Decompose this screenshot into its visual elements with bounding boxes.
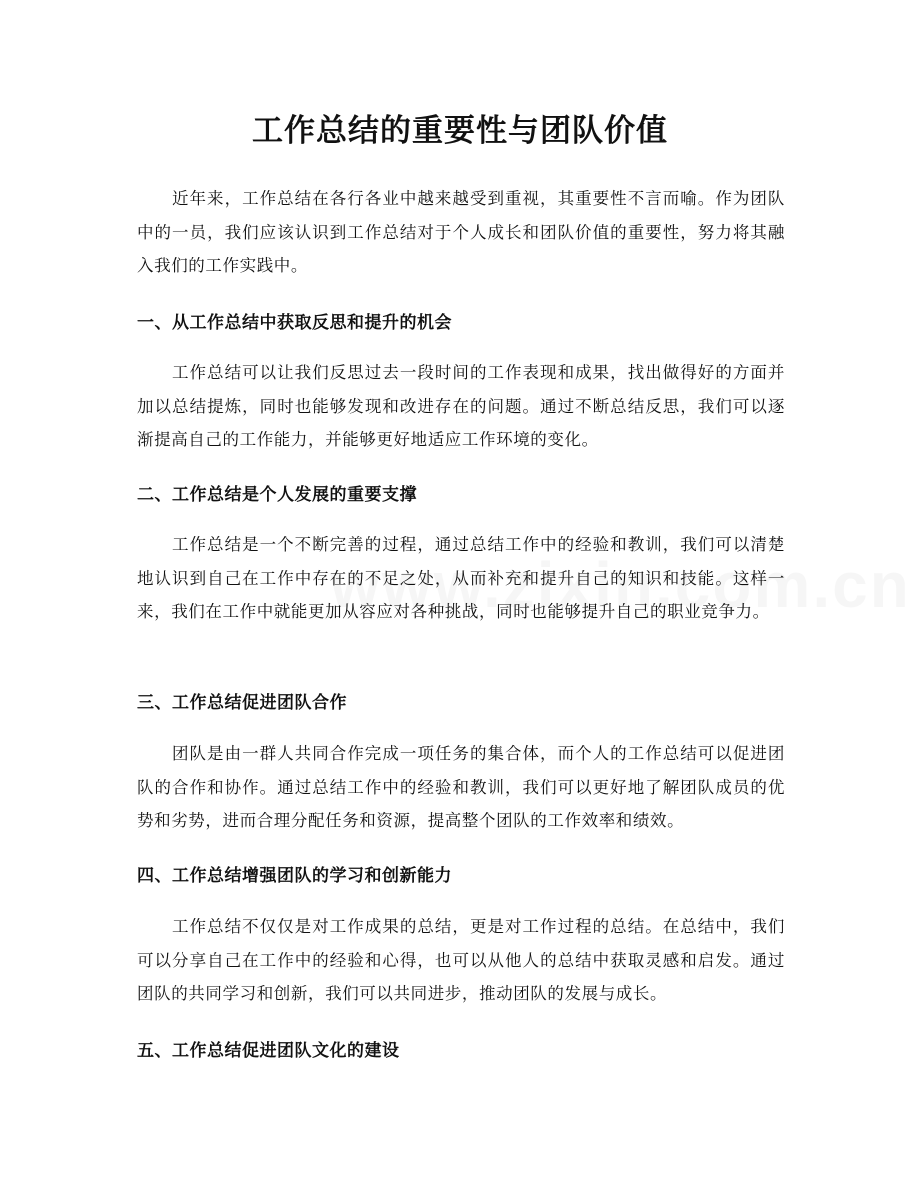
section-3-heading: 三、工作总结促进团队合作: [137, 693, 347, 713]
section-5-heading: 五、工作总结促进团队文化的建设: [137, 1041, 400, 1061]
section-1-heading: 一、从工作总结中获取反思和提升的机会: [137, 313, 452, 333]
section-1-paragraph: 工作总结可以让我们反思过去一段时间的工作表现和成果，找出做得好的方面并加以总结提炼，同时也能够发现和改进存在的问题。通过不断总结反思，我们可以逐渐提高自己的工作能力，并能够更好地适应工作环境的变化。: [137, 363, 785, 449]
section-4-heading: 四、工作总结增强团队的学习和创新能力: [137, 866, 452, 886]
section-2-paragraph: 工作总结是一个不断完善的过程，通过总结工作中的经验和教训，我们可以清楚地认识到自己在工作中存在的不足之处，从而补充和提升自己的知识和技能。这样一来，我们在工作中就能更加从容应对各种挑战，同时也能够提升自己的职业竞争力。: [137, 535, 785, 621]
section-4-paragraph: 工作总结不仅仅是对工作成果的总结，更是对工作过程的总结。在总结中，我们可以分享自己在工作中的经验和心得，也可以从他人的总结中获取灵感和启发。通过团队的共同学习和创新，我们可以共同进步，推动团队的发展与成长。: [137, 917, 785, 1003]
section-2-heading: 二、工作总结是个人发展的重要支撑: [137, 485, 417, 505]
section-3-paragraph: 团队是由一群人共同合作完成一项任务的集合体，而个人的工作总结可以促进团队的合作和协作。通过总结工作中的经验和教训，我们可以更好地了解团队成员的优势和劣势，进而合理分配任务和资源，提高整个团队的工作效率和绩效。: [137, 744, 785, 830]
document-title: 工作总结的重要性与团队价值: [252, 113, 668, 149]
intro-paragraph: 近年来，工作总结在各行各业中越来越受到重视，其重要性不言而喻。作为团队中的一员，我们应该认识到工作总结对于个人成长和团队价值的重要性，努力将其融入我们的工作实践中。: [137, 189, 785, 275]
